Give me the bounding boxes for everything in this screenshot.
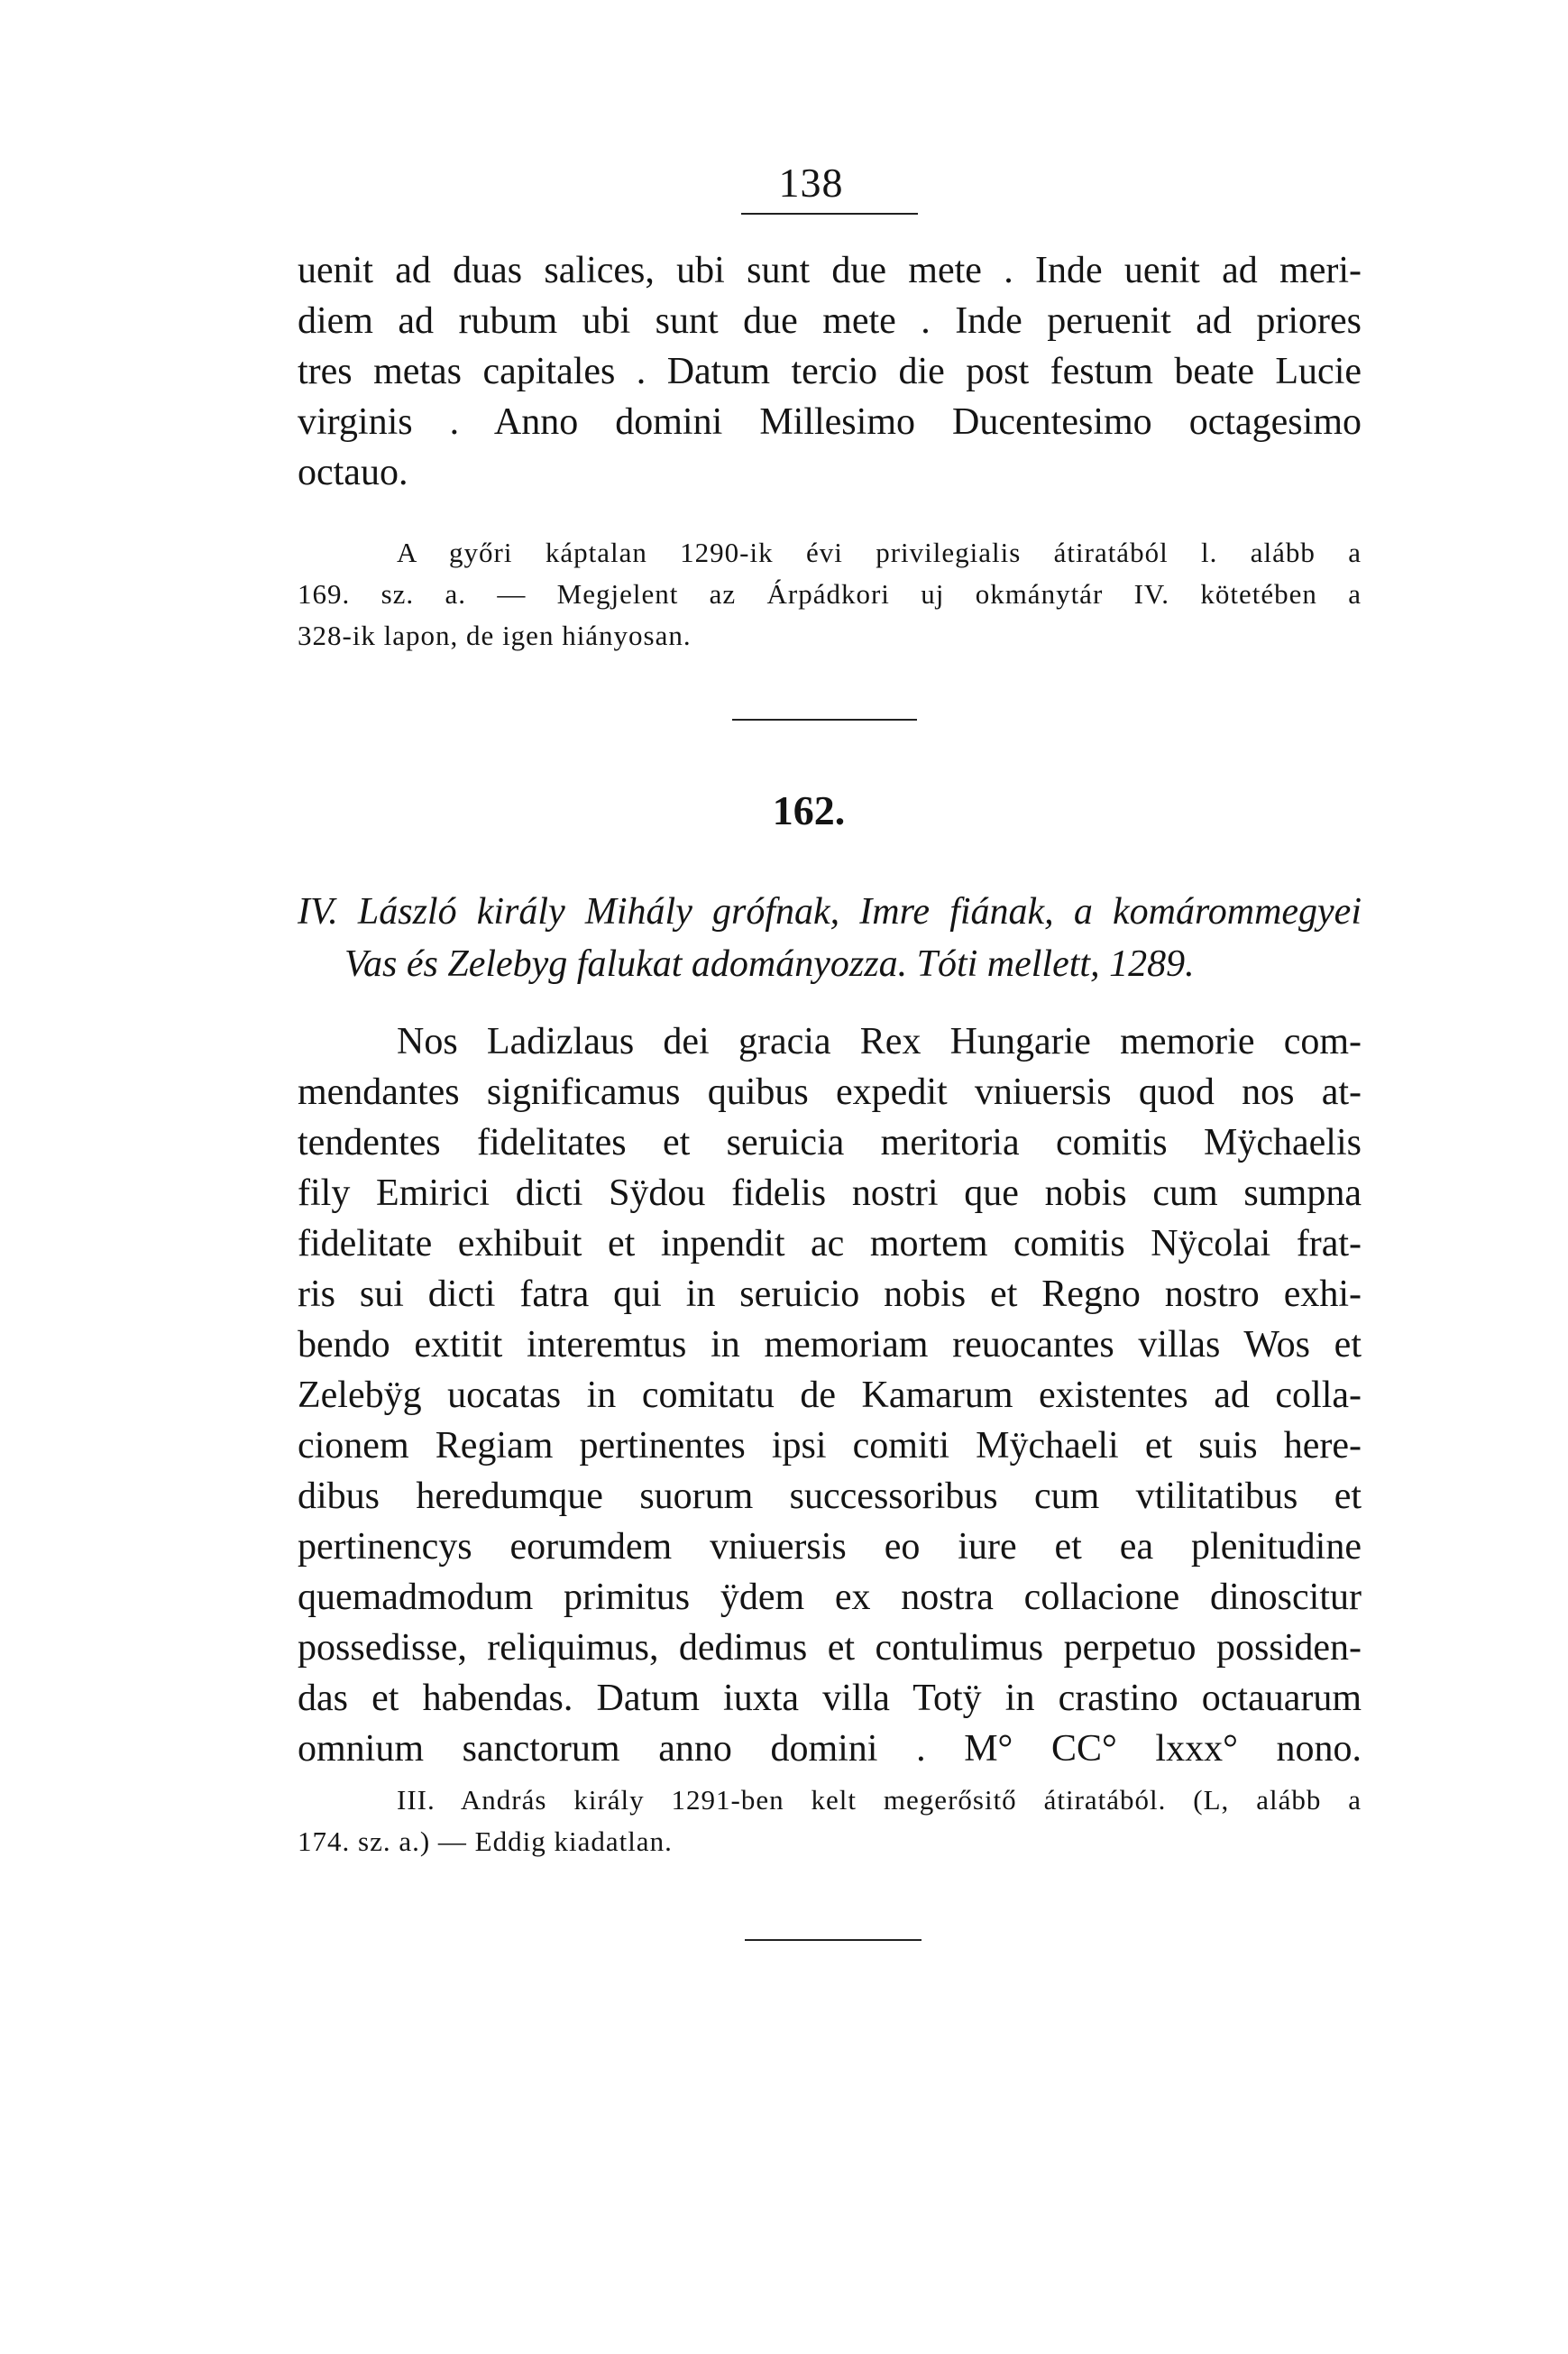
- text-line: diem ad rubum ubi sunt due mete . Inde peruenit ad priores: [298, 300, 1362, 342]
- note-line: 174. sz. a.) — Eddig kiadatlan.: [298, 1825, 673, 1857]
- text-line: omnium sanctorum anno domini . M° CC° lxxx° nono.: [298, 1728, 1362, 1770]
- text-line: fily Emirici dicti Sÿdou fidelis nostri que nobis cum sumpna: [298, 1172, 1362, 1214]
- text-line: virginis . Anno domini Millesimo Ducentesimo octagesimo: [298, 401, 1362, 443]
- source-note-1: [298, 532, 1362, 657]
- document-number: 162.: [772, 787, 846, 833]
- text-line: tendentes fidelitates et seruicia meritoria comitis Mÿchaelis: [298, 1122, 1362, 1163]
- text-line: ris sui dicti fatra qui in seruicio nobis et Regno nostro exhi-: [298, 1274, 1362, 1315]
- source-note-2: [298, 1779, 1362, 1862]
- text-line: quemadmodum primitus ÿdem ex nostra collacione dinoscitur: [298, 1577, 1362, 1618]
- text-line: pertinencys eorumdem vniuersis eo iure et ea plenitudine: [298, 1526, 1362, 1568]
- document-summary: [298, 886, 1362, 990]
- note-line: 328-ik lapon, de igen hiányosan.: [298, 620, 692, 651]
- section-divider: [732, 719, 917, 721]
- header-rule: [741, 213, 918, 215]
- text-line: cionem Regiam pertinentes ipsi comiti Mÿchaeli et suis here-: [298, 1425, 1362, 1467]
- text-line: bendo extitit interemtus in memoriam reuocantes villas Wos et: [298, 1324, 1362, 1366]
- summary-line: Vas és Zelebyg falukat adományozza. Tóti mellett, 1289.: [344, 943, 1195, 985]
- text-line: Zelebÿg uocatas in comitatu de Kamarum existentes ad colla-: [298, 1375, 1362, 1416]
- text-line: dibus heredumque suorum successoribus cum vtilitatibus et: [298, 1476, 1362, 1517]
- charter-text: [298, 1016, 1362, 1774]
- note-line: A győri káptalan 1290-ik évi privilegialis átiratából l. alább a: [397, 537, 1362, 568]
- text-line: fidelitate exhibuit et inpendit ac mortem comitis Nÿcolai frat-: [298, 1223, 1362, 1264]
- summary-line: IV. László király Mihály grófnak, Imre fiának, a komárommegyei: [298, 891, 1362, 933]
- text-line: tres metas capitales . Datum tercio die post festum beate Lucie: [298, 351, 1362, 392]
- closing-divider: [745, 1939, 922, 1941]
- text-line: mendantes significamus quibus expedit vniuersis quod nos at-: [298, 1071, 1362, 1113]
- text-line: das et habendas. Datum iuxta villa Totÿ in crastino octauarum: [298, 1678, 1362, 1719]
- note-line: III. András király 1291-ben kelt megerősitő átiratából. (L, alább a: [397, 1784, 1362, 1816]
- text-line: possedisse, reliquimus, dedimus et contulimus perpetuo possiden-: [298, 1627, 1362, 1669]
- text-line: Nos Ladizlaus dei gracia Rex Hungarie memorie com-: [397, 1021, 1362, 1062]
- text-line: octauo.: [298, 452, 408, 493]
- note-line: 169. sz. a. — Megjelent az Árpádkori uj okmánytár IV. kötetében a: [298, 578, 1362, 610]
- continuation-paragraph: [298, 245, 1362, 498]
- text-line: uenit ad duas salices, ubi sunt due mete . Inde uenit ad meri-: [298, 250, 1362, 291]
- page-number: 138: [778, 160, 844, 206]
